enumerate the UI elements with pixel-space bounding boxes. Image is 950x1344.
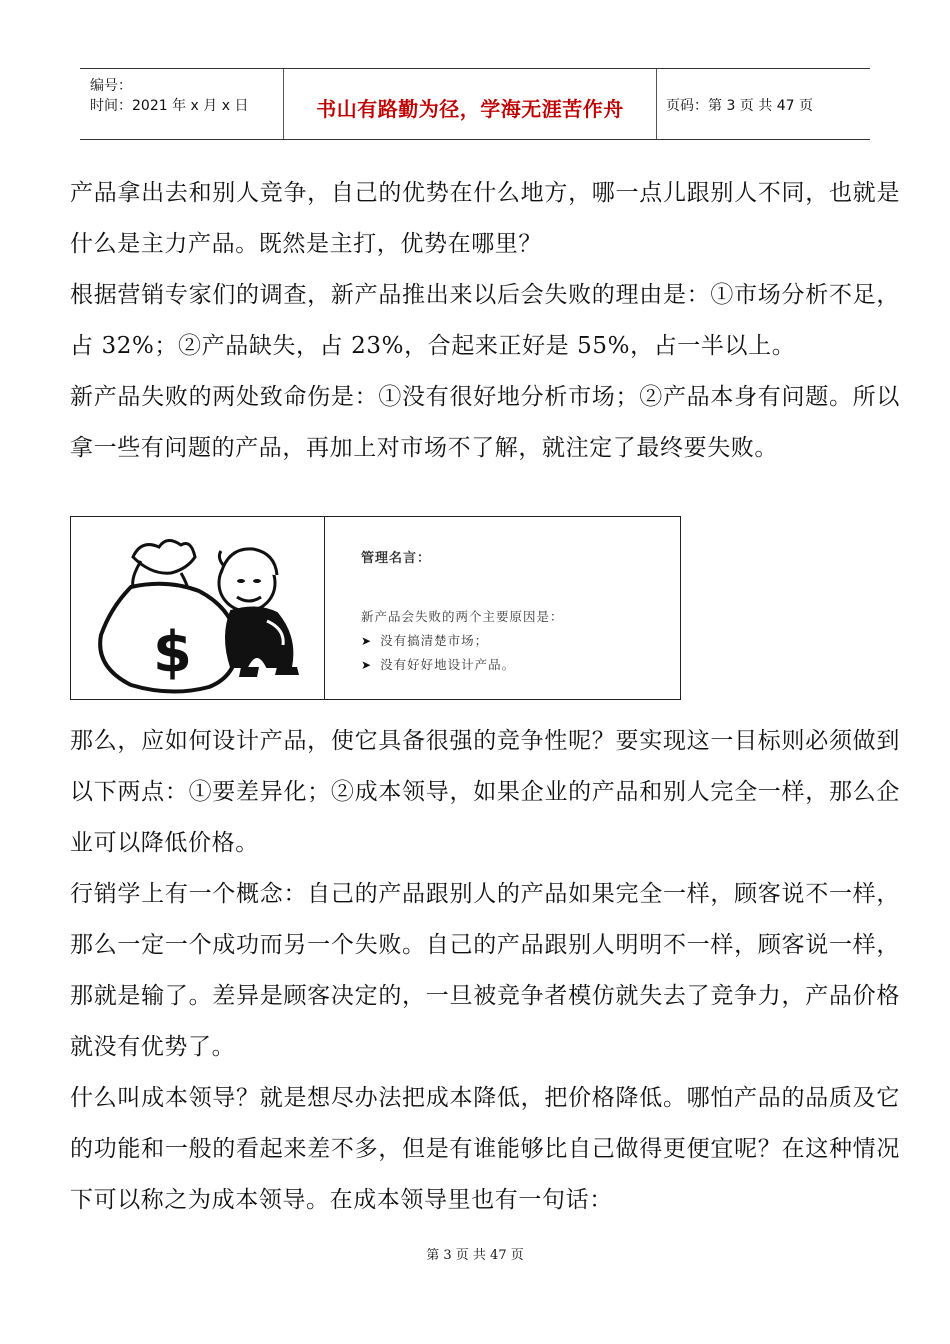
- arrow-bullet-icon: ➤: [361, 634, 373, 648]
- footer-page-number: 第 3 页 共 47 页: [426, 1248, 524, 1263]
- figure-list-item: [361, 655, 515, 673]
- figure-list-item: [361, 631, 488, 649]
- header-motto: 书山有路勤为径，学海无涯苦作舟: [316, 97, 624, 121]
- paragraph: 行销学上有一个概念：自己的产品跟别人的产品如果完全一样，顾客说不一样，那么一定一个成功而另一个失败。自己的产品跟别人明明不一样，顾客说一样，那就是输了。差异是顾客决定的，一旦被竞争者模仿就失去了竞争力，产品价格就没有优势了。: [70, 881, 900, 1060]
- header-page-cell: [656, 69, 870, 139]
- paragraph: 产品拿出去和别人竞争，自己的优势在什么地方，哪一点儿跟别人不同，也就是什么是主力产品。既然是主打，优势在哪里？: [70, 180, 900, 257]
- figure-item-text: 没有搞清楚市场；: [380, 633, 489, 648]
- money-bag-cartoon-icon: [71, 517, 324, 699]
- management-quote-figure: [70, 516, 681, 700]
- doc-time-label: 时间：2021 年 x 月 x 日: [90, 98, 249, 114]
- paragraph: 那么，应如何设计产品，使它具备很强的竞争性呢？要实现这一目标则必须做到以下两点：①要差异化；②成本领导，如果企业的产品和别人完全一样，那么企业可以降低价格。: [70, 728, 900, 856]
- dollar-sign: $: [153, 620, 192, 685]
- arrow-bullet-icon: ➤: [361, 658, 373, 672]
- paragraph: 什么叫成本领导？就是想尽办法把成本降低，把价格降低。哪怕产品的品质及它的功能和一般的看起来差不多，但是有谁能够比自己做得更便宜呢？在这种情况下可以称之为成本领导。在成本领导里也有一句话：: [70, 1085, 900, 1213]
- figure-intro: 新产品会失败的两个主要原因是：: [361, 609, 564, 624]
- doc-number-label: 编号：: [90, 78, 132, 94]
- body-text-bottom: [70, 716, 900, 1226]
- paragraph: 根据营销专家们的调查，新产品推出来以后会失败的理由是：①市场分析不足，占 32%；②产品缺失，占 23%，合起来正好是 55%，占一半以上。: [70, 282, 900, 359]
- header-meta-cell: [80, 69, 283, 139]
- header-page-info: 页码：第 3 页 共 47 页: [666, 98, 813, 114]
- header-motto-cell: [283, 69, 657, 139]
- page-header: [80, 68, 870, 140]
- figure-text-panel: [325, 517, 680, 699]
- figure-title: 管理名言：: [361, 551, 432, 566]
- page-footer: [0, 1244, 950, 1263]
- figure-illustration-panel: [71, 517, 325, 699]
- figure-item-text: 没有好好地设计产品。: [380, 657, 516, 672]
- paragraph: 新产品失败的两处致命伤是：①没有很好地分析市场；②产品本身有问题。所以拿一些有问题的产品，再加上对市场不了解，就注定了最终要失败。: [70, 384, 900, 461]
- body-text-top: [70, 168, 900, 474]
